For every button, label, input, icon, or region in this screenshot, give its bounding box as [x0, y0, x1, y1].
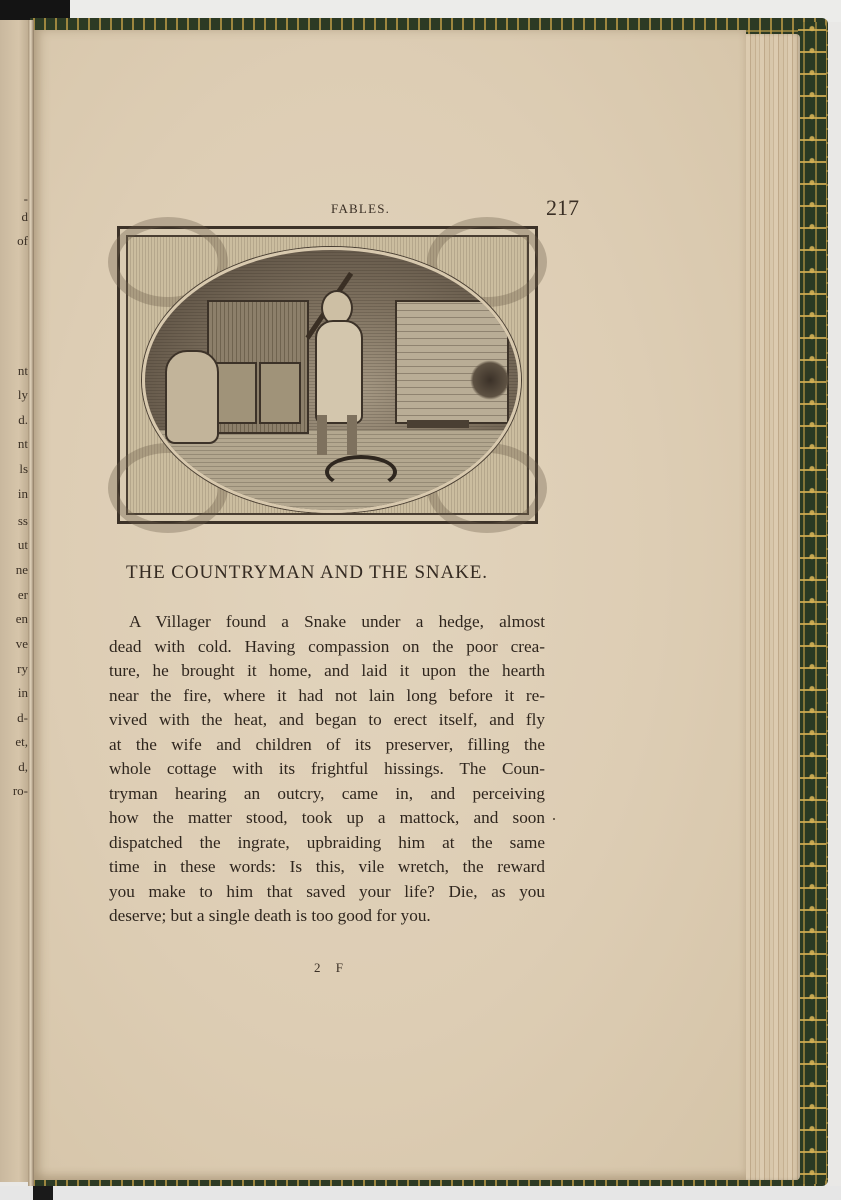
left-page-text-fragment: ne: [15, 562, 28, 577]
text-line: vived with the heat, and began to erect itself, and fly: [109, 710, 545, 729]
text-line: dead with cold. Having compassion on the poor crea-: [109, 636, 545, 656]
page-number: 217: [546, 195, 579, 220]
scene-fire: [470, 360, 510, 400]
text-line: dispatched the ingrate, upbraiding him at the same: [109, 832, 545, 852]
left-page-text-fragment: ro-: [12, 783, 28, 798]
scene-countryman: [315, 320, 363, 424]
text-line: ture, he brought it home, and laid it upon the hearth: [109, 661, 545, 680]
left-facing-page: [0, 20, 31, 1182]
woodcut-illustration: [117, 226, 538, 524]
stray-ink-mark: [553, 818, 555, 820]
scene-snake: [325, 455, 397, 489]
left-page-text-fragment: d,: [18, 759, 28, 774]
text-line: whole cottage with its frightful hissings. The Coun-: [109, 759, 545, 778]
left-page-text-fragment: ry: [17, 661, 28, 676]
signature-mark: 2 F: [314, 960, 349, 975]
fable-title: THE COUNTRYMAN AND THE SNAKE.: [126, 562, 488, 583]
left-page-text-fragment: ly: [17, 387, 28, 402]
illustration-oval-scene: [142, 247, 521, 513]
scene-stool: [407, 420, 469, 428]
text-line: how the matter stood, took up a mattock, and soon: [109, 808, 545, 827]
text-line: you make to him that saved your life? Die, as you: [109, 881, 545, 901]
left-page-text-fragment: d.: [18, 412, 28, 427]
scan-background-bottom: [0, 1186, 841, 1200]
left-page-text-fragment: in: [17, 685, 28, 700]
text-line: at the wife and children of its preserver, filling the: [109, 734, 545, 754]
left-page-text-fragment: ls: [19, 461, 28, 476]
left-page-text-fragment: nt: [17, 363, 28, 378]
left-page-text-fragment: ut: [17, 537, 28, 552]
left-page-text-fragment: et,: [15, 734, 28, 749]
left-page-text-fragment: er: [17, 587, 28, 602]
right-page: [34, 30, 746, 1180]
scene-countryman-legs: [317, 415, 357, 455]
text-line: time in these words: Is this, vile wretch, the reward: [109, 857, 545, 876]
left-page-text-fragment: d: [21, 209, 28, 224]
left-page-text-fragment: d-: [17, 710, 28, 725]
cupboard-door: [259, 362, 301, 424]
text-line: near the fire, where it had not lain long before it re-: [109, 685, 545, 705]
scene-wife-and-child: [165, 350, 219, 444]
scene-cupboard: [207, 300, 309, 434]
left-page-text-fragment: nt: [17, 436, 28, 451]
left-page-text-fragment: in: [17, 486, 28, 501]
left-page-text-fragment: of: [17, 233, 28, 248]
text-line: A Villager found a Snake under a hedge, almost: [129, 612, 545, 631]
left-page-text-fragment: -: [23, 191, 28, 206]
illustration-inner-frame: [126, 235, 529, 515]
gilt-tooled-edge-right: [798, 22, 826, 1184]
left-page-text-fragment: en: [15, 611, 28, 626]
fable-text: [109, 610, 545, 929]
running-head: FABLES.: [331, 201, 391, 216]
cupboard-door: [215, 362, 257, 424]
text-line: tryman hearing an outcry, came in, and perceiving: [109, 783, 545, 803]
left-page-text-fragment: ss: [17, 513, 28, 528]
page-fore-edge-stack: [742, 34, 800, 1180]
text-line: deserve; but a single death is too good for you.: [109, 906, 431, 925]
left-page-text-fragment: ve: [15, 636, 28, 651]
